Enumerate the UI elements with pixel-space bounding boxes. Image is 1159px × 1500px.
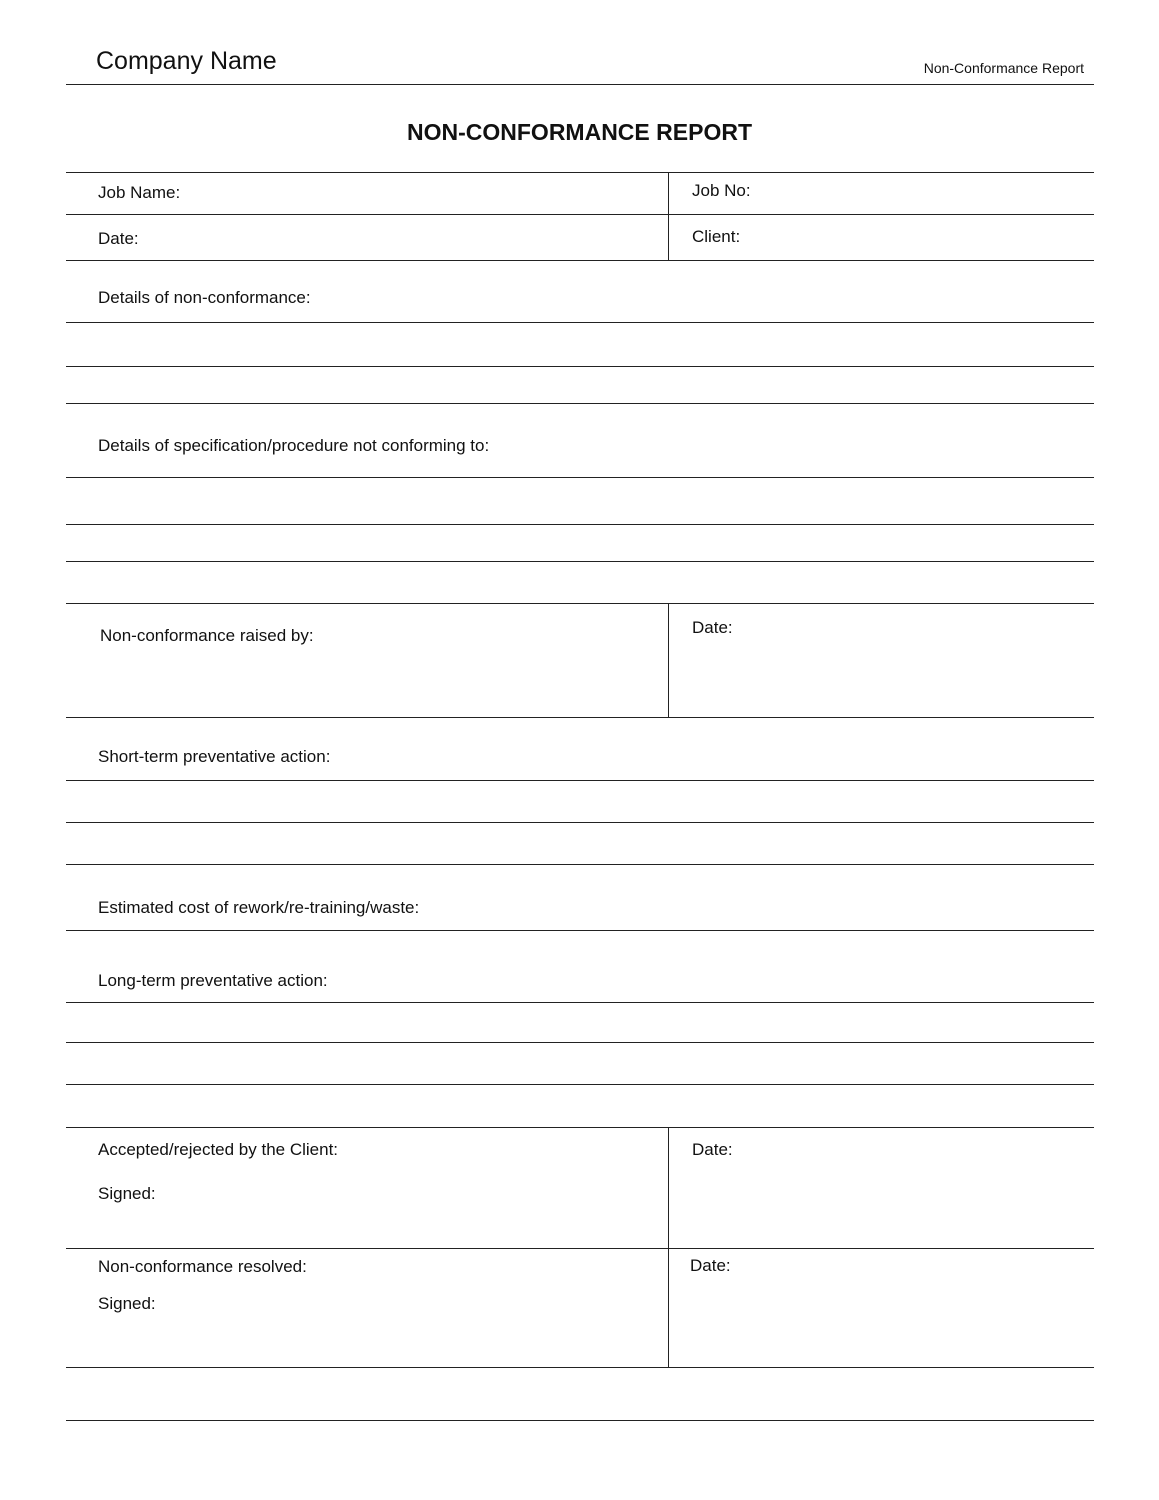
writing-line <box>66 403 1094 404</box>
details-nonconformance-field[interactable]: Details of non-conformance: <box>98 288 311 307</box>
page-title: NON-CONFORMANCE REPORT <box>407 119 752 145</box>
form-rule <box>66 214 1094 215</box>
writing-line <box>66 322 1094 323</box>
long-term-action-field[interactable]: Long-term preventative action: <box>98 971 328 990</box>
company-name: Company Name <box>96 47 277 75</box>
writing-line <box>66 1042 1094 1043</box>
resolved-field[interactable]: Non-conformance resolved: <box>98 1257 307 1276</box>
estimated-cost-field[interactable]: Estimated cost of rework/re-training/waste: <box>98 898 420 917</box>
writing-line <box>66 864 1094 865</box>
resolved-date-field[interactable]: Date: <box>690 1256 731 1275</box>
details-spec-field[interactable]: Details of specification/procedure not conforming to: <box>98 436 490 455</box>
writing-line <box>66 780 1094 781</box>
accepted-by-field[interactable]: Accepted/rejected by the Client: <box>98 1140 339 1159</box>
header-doc-label: Non-Conformance Report <box>923 60 1084 76</box>
form-rule <box>66 717 1094 718</box>
writing-line <box>66 1084 1094 1085</box>
header-divider <box>66 84 1094 85</box>
client-field[interactable]: Client: <box>692 227 741 246</box>
form-rule <box>66 930 1094 931</box>
raised-by-field[interactable]: Non-conformance raised by: <box>100 626 314 645</box>
writing-line <box>66 561 1094 562</box>
accepted-signed-field[interactable]: Signed: <box>98 1184 156 1203</box>
short-term-action-field[interactable]: Short-term preventative action: <box>98 747 331 766</box>
column-divider <box>668 172 669 261</box>
raised-date-field[interactable]: Date: <box>692 618 733 637</box>
form-rule <box>66 603 1094 604</box>
form-rule <box>66 172 1094 173</box>
resolved-signed-field[interactable]: Signed: <box>98 1294 156 1313</box>
column-divider <box>668 603 669 718</box>
job-no-field[interactable]: Job No: <box>692 181 751 200</box>
accepted-date-field[interactable]: Date: <box>692 1140 733 1159</box>
writing-line <box>66 1420 1094 1421</box>
writing-line <box>66 477 1094 478</box>
form-rule <box>66 260 1094 261</box>
form-rule <box>66 1367 1094 1368</box>
date-field[interactable]: Date: <box>98 229 139 248</box>
job-name-field[interactable]: Job Name: <box>98 183 181 202</box>
writing-line <box>66 1002 1094 1003</box>
form-rule <box>66 1248 1094 1249</box>
writing-line <box>66 822 1094 823</box>
writing-line <box>66 524 1094 525</box>
writing-line <box>66 366 1094 367</box>
form-rule <box>66 1127 1094 1128</box>
